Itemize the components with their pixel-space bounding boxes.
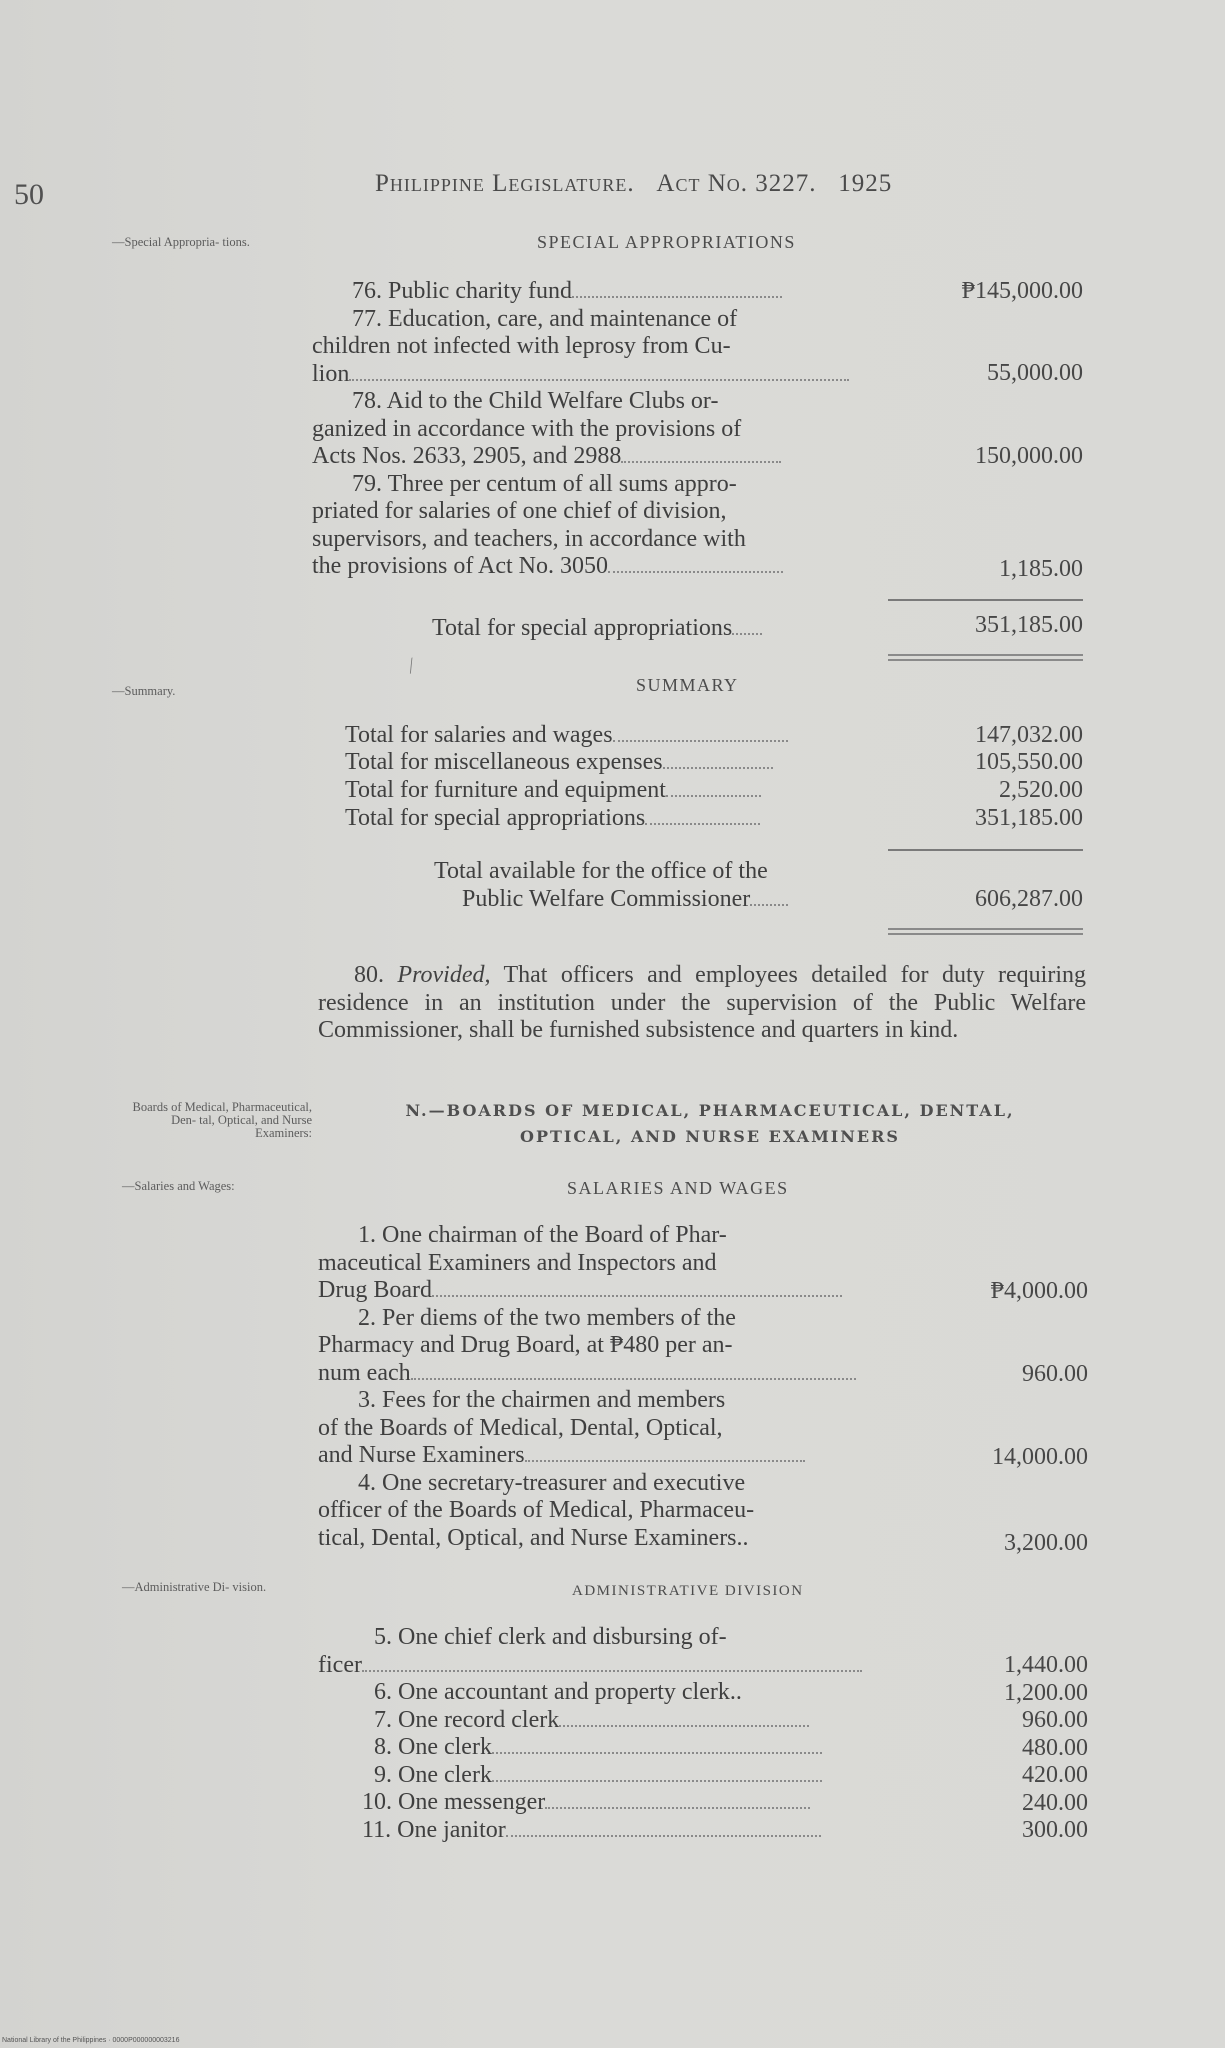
margin-note-salaries: —Salaries and Wages:: [122, 1179, 235, 1193]
admin-items: [318, 1624, 898, 1844]
header-legislature: Philippine Legislature.: [375, 170, 635, 197]
admin-heading: ADMINISTRATIVE DIVISION: [572, 1583, 804, 1599]
running-header: [375, 170, 892, 198]
summary-total-line1: Total available for the office of the: [434, 858, 768, 884]
summary-heading: SUMMARY: [636, 675, 739, 695]
admin-amount-11: 300.00: [1022, 1817, 1088, 1843]
summary-amount-special: 351,185.00: [975, 805, 1083, 831]
special-amount-78: 150,000.00: [975, 443, 1083, 469]
margin-note-admin: —Administrative Di- vision.: [122, 1580, 267, 1594]
special-amount-77: 55,000.00: [987, 360, 1083, 386]
summary-amount-misc: 105,550.00: [975, 749, 1083, 775]
special-total-label: Total for special appropriations: [432, 615, 762, 642]
double-rule: [888, 654, 1083, 661]
admin-amount-7: 960.00: [1022, 1707, 1088, 1733]
special-item-78: 78. Aid to the Child Welfare Clubs or- ganized in accordance with the provisions of Acts Nos. 2633, 2905, and 2988: [312, 388, 892, 471]
summary-amount-furniture: 2,520.00: [999, 777, 1083, 803]
ink-mark: ⁄: [404, 655, 419, 677]
special-item-77: 77. Education, care, and maintenance of children not infected with leprosy from Cu- lion: [312, 306, 892, 389]
special-total-amount: 351,185.00: [975, 612, 1083, 638]
admin-amount-6: 1,200.00: [1004, 1680, 1088, 1706]
margin-note-summary: —Summary.: [112, 684, 176, 698]
summary-row-special: Total for special appropriations: [345, 805, 760, 832]
admin-item-5: 5. One chief clerk and disbursing of- ficer: [318, 1624, 898, 1679]
margin-note-special: —Special Appropria- tions.: [112, 235, 250, 249]
admin-item-9: 9. One clerk: [318, 1762, 898, 1790]
boards-heading: N.—BOARDS OF MEDICAL, PHARMACEUTICAL, DENTAL, OPTICAL, AND NURSE EXAMINERS: [405, 1101, 1015, 1146]
boards-salaries-heading: SALARIES AND WAGES: [567, 1178, 789, 1198]
summary-total-line2: Public Welfare Commissioner: [462, 886, 788, 913]
summary-rule: [888, 849, 1083, 851]
summary-total-amount: 606,287.00: [975, 886, 1083, 912]
boards-amount-2: 960.00: [1022, 1361, 1088, 1387]
header-year: 1925: [838, 170, 893, 197]
admin-item-6: 6. One accountant and property clerk..: [374, 1679, 742, 1705]
admin-item-8: 8. One clerk: [318, 1734, 898, 1762]
boards-amount-4: 3,200.00: [1004, 1530, 1088, 1556]
boards-item-3: 3. Fees for the chairmen and members of the Boards of Medical, Dental, Optical, and Nurse Examiners: [318, 1387, 898, 1470]
admin-item-7: 7. One record clerk: [318, 1707, 898, 1735]
special-amount-79: 1,185.00: [999, 556, 1083, 582]
admin-amount-10: 240.00: [1022, 1790, 1088, 1816]
proviso-paragraph: 80. Provided, That officers and employees detailed for duty requiring residence in an institution under the supervision of the Public Welfare Commissioner, shall be furnished subsistence and quarters in kind.: [318, 962, 1086, 1043]
admin-amount-9: 420.00: [1022, 1762, 1088, 1788]
special-item-79: 79. Three per centum of all sums appro- priated for salaries of one chief of division, supervisors, and teachers, in accordance with the provisions of Act No. 3050: [312, 471, 892, 581]
scan-footer: National Library of the Philippines · 0000P000000003216: [2, 2037, 180, 2044]
summary-row-salaries: Total for salaries and wages: [345, 722, 788, 749]
summary-double-rule: [888, 928, 1083, 935]
page-number: 50: [14, 178, 44, 211]
special-amount-76: ₱145,000.00: [961, 278, 1083, 304]
special-items: [312, 278, 892, 581]
summary-row-misc: Total for miscellaneous expenses: [345, 749, 773, 776]
boards-item-2: 2. Per diems of the two members of the Pharmacy and Drug Board, at ₱480 per an- num each: [318, 1305, 898, 1388]
summary-amount-salaries: 147,032.00: [975, 722, 1083, 748]
special-appropriations-heading: SPECIAL APPROPRIATIONS: [537, 232, 796, 252]
boards-amount-3: 14,000.00: [992, 1444, 1088, 1470]
total-rule: [888, 599, 1083, 601]
header-act: Act No. 3227.: [656, 170, 817, 197]
admin-item-11: 11. One janitor: [318, 1817, 898, 1845]
boards-amount-1: ₱4,000.00: [990, 1278, 1088, 1304]
boards-item-1: 1. One chairman of the Board of Phar- maceutical Examiners and Inspectors and Drug Board: [318, 1222, 898, 1305]
margin-note-boards: Boards of Medical, Pharmaceutical, Den- tal, Optical, and Nurse Examiners:: [132, 1100, 312, 1140]
summary-row-furniture: Total for furniture and equipment: [345, 777, 761, 804]
boards-item-4: 4. One secretary-treasurer and executive officer of the Boards of Medical, Pharmaceu- tical, Dental, Optical, and Nurse Examiners..: [318, 1469, 755, 1551]
boards-items: [318, 1222, 898, 1552]
admin-amount-5: 1,440.00: [1004, 1652, 1088, 1678]
admin-amount-8: 480.00: [1022, 1735, 1088, 1761]
special-item-76: 76. Public charity fund: [312, 278, 892, 306]
admin-item-10: 10. One messenger: [318, 1789, 898, 1817]
